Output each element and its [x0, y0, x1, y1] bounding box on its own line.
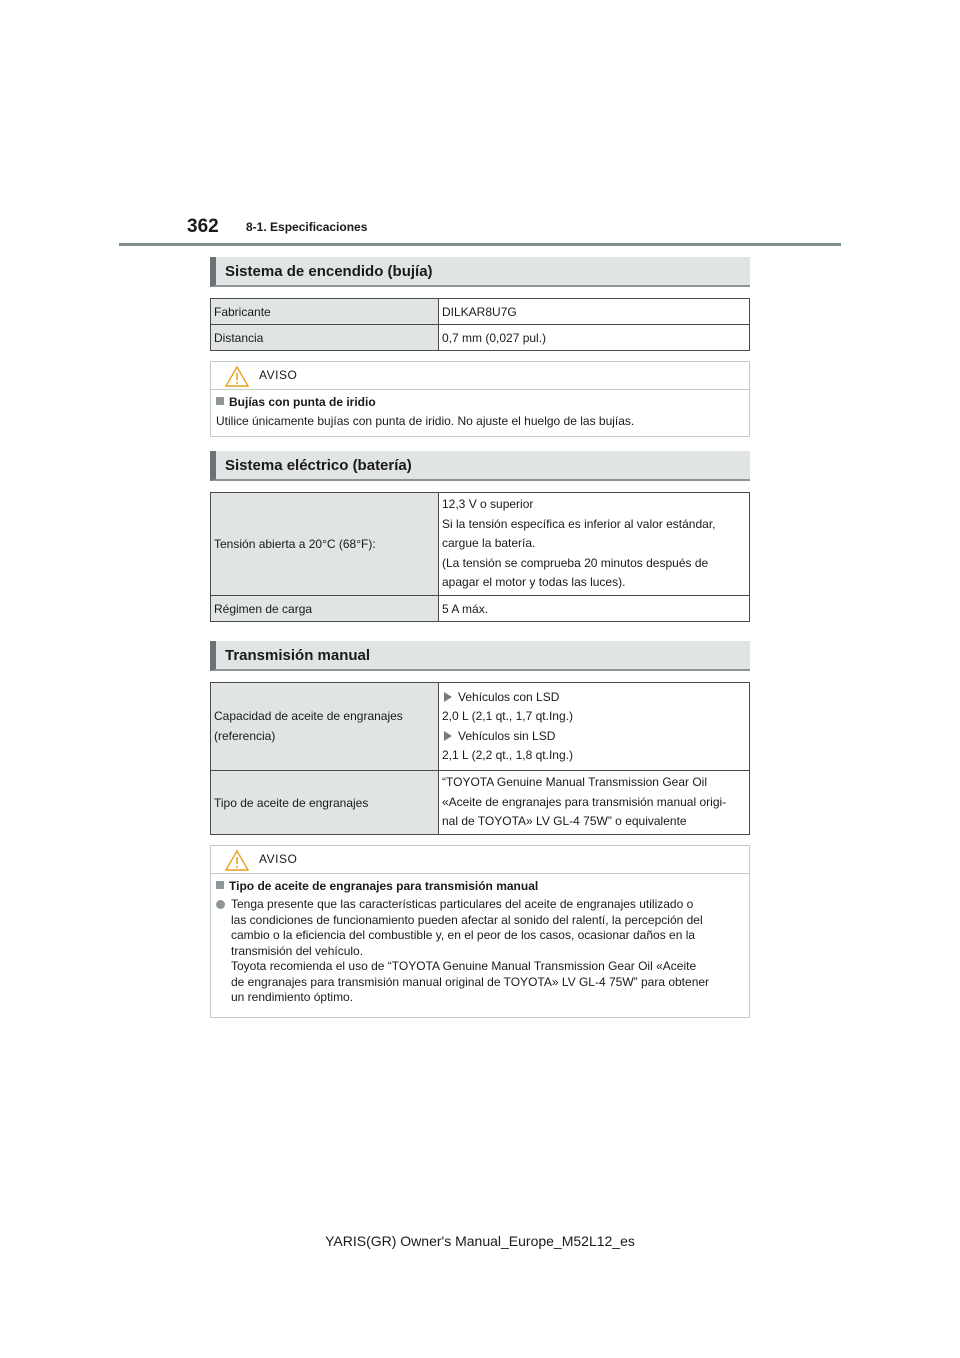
- no-lsd-value: 2,1 L (2,2 qt., 1,8 qt.Ing.): [442, 748, 573, 762]
- bullet-text: [231, 897, 709, 1006]
- lsd-label: [442, 688, 746, 708]
- table-value: 5 A máx.: [439, 596, 750, 622]
- header-rule: [119, 243, 841, 246]
- table-key: [211, 683, 439, 771]
- notice-subheading: [216, 878, 741, 894]
- table-key: Distancia: [211, 325, 439, 351]
- warning-triangle-icon: [225, 366, 249, 387]
- ignition-section-heading: Sistema de encendido (bujía): [210, 257, 750, 287]
- value-line: «Aceite de engranajes para transmisión manual origi-: [442, 794, 727, 809]
- circle-bullet-icon: [216, 900, 225, 909]
- table-key: Tensión abierta a 20°C (68°F):: [211, 493, 439, 596]
- bullet-line: un rendimiento óptimo.: [231, 990, 354, 1004]
- value-line: 12,3 V o superior: [442, 497, 534, 512]
- electrical-table: [210, 492, 750, 622]
- notice-title: AVISO: [259, 852, 298, 866]
- value-line: apagar el motor y todas las luces).: [442, 575, 626, 590]
- bullet-line: de engranajes para transmisión manual original de TOYOTA» LV GL-4 75W” para obtener: [231, 974, 710, 989]
- lsd-value: 2,0 L (2,1 qt., 1,7 qt.Ing.): [442, 709, 573, 723]
- transmission-table: [210, 682, 750, 835]
- square-bullet-icon: [216, 397, 224, 405]
- table-value: [439, 493, 750, 596]
- table-row: [211, 325, 750, 351]
- value-line: (La tensión se comprueba 20 minutos después de: [442, 555, 709, 570]
- value-line: cargue la batería.: [442, 536, 536, 551]
- table-row: [211, 596, 750, 622]
- value-line: Si la tensión específica es inferior al valor estándar,: [442, 516, 716, 531]
- notice-body: [211, 390, 749, 438]
- notice-text: Utilice únicamente bujías con punta de iridio. No ajuste el huelgo de las bujías.: [216, 414, 635, 428]
- table-value: [439, 771, 750, 835]
- table-row: [211, 771, 750, 835]
- electrical-section-heading: Sistema eléctrico (batería): [210, 451, 750, 481]
- transmission-section-heading: Transmisión manual: [210, 641, 750, 671]
- page-number: 362: [187, 216, 219, 237]
- square-bullet-icon: [216, 881, 224, 889]
- key-line: Capacidad de aceite de engranajes: [214, 709, 403, 723]
- list-item: [216, 897, 741, 1006]
- bullet-line: las condiciones de funcionamiento pueden afectar al sonido del ralentí, la percepción del: [231, 912, 703, 927]
- notice-box: [210, 845, 750, 1018]
- value-line: “TOYOTA Genuine Manual Transmission Gear Oil: [442, 775, 707, 790]
- table-key: Tipo de aceite de engranajes: [211, 771, 439, 835]
- notice-box: [210, 361, 750, 437]
- notice-subheading-text: Bujías con punta de iridio: [229, 395, 376, 409]
- table-value: DILKAR8U7G: [439, 299, 750, 325]
- triangle-bullet-icon: [444, 731, 452, 741]
- table-value: 0,7 mm (0,027 pul.): [439, 325, 750, 351]
- key-line: (referencia): [214, 728, 276, 743]
- triangle-bullet-icon: [444, 692, 452, 702]
- no-lsd-label: [442, 727, 746, 747]
- notice-header: [211, 362, 749, 390]
- table-value: [439, 683, 750, 771]
- table-key: Fabricante: [211, 299, 439, 325]
- notice-title: AVISO: [259, 368, 298, 382]
- no-lsd-label-text: Vehículos sin LSD: [458, 728, 556, 743]
- bullet-line: cambio o la eficiencia del combustible y, en el peor de los casos, ocasionar daños en la: [231, 928, 696, 942]
- page-footer: YARIS(GR) Owner's Manual_Europe_M52L12_es: [325, 1233, 635, 1249]
- ignition-table: [210, 298, 750, 351]
- table-row: [211, 493, 750, 596]
- bullet-line: Toyota recomienda el uso de “TOYOTA Genuine Manual Transmission Gear Oil «Aceite: [231, 959, 697, 973]
- notice-subheading-text: Tipo de aceite de engranajes para transmisión manual: [229, 879, 539, 893]
- notice-body: [211, 874, 749, 1014]
- table-row: [211, 683, 750, 771]
- warning-triangle-icon: [225, 850, 249, 871]
- bullet-line: Tenga presente que las características particulares del aceite de engranajes utilizado o: [231, 897, 694, 911]
- table-row: [211, 299, 750, 325]
- value-line: nal de TOYOTA» LV GL-4 75W” o equivalente: [442, 814, 687, 829]
- notice-header: [211, 846, 749, 874]
- section-title: 8-1. Especificaciones: [246, 220, 368, 234]
- bullet-line: transmisión del vehículo.: [231, 943, 364, 958]
- lsd-label-text: Vehículos con LSD: [458, 689, 560, 704]
- notice-subheading: [216, 394, 741, 410]
- table-key: Régimen de carga: [211, 596, 439, 622]
